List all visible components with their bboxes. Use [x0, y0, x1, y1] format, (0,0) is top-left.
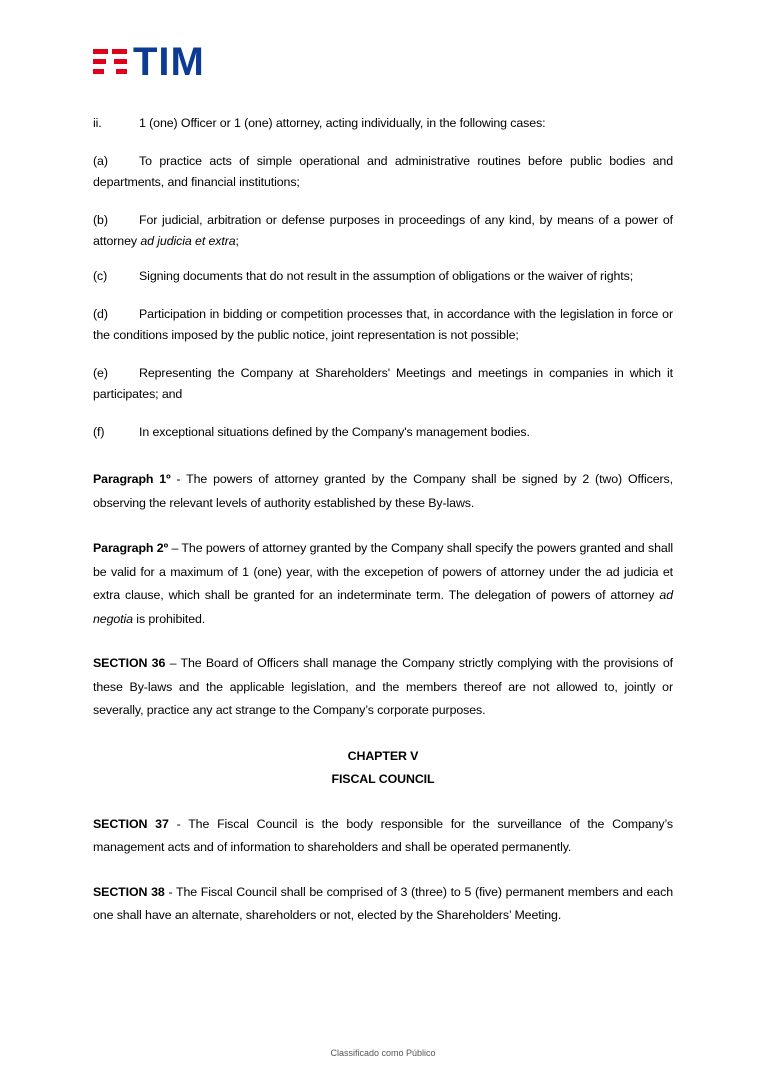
- paragraph-1-text: - The powers of attorney granted by the Company shall be signed by 2 (two) Officers, observing the relevant levels of authority established by these By-laws.: [93, 472, 673, 510]
- list-item-ii: [93, 113, 673, 134]
- list-item-d: [93, 304, 673, 346]
- list-item-label: ii.: [93, 116, 102, 130]
- chapter-heading: CHAPTER V: [347, 748, 419, 763]
- list-item-b: [93, 210, 673, 252]
- logo-text: TIM: [133, 40, 205, 84]
- paragraph-2-italic: ad negotia: [93, 588, 673, 626]
- list-item-a: [93, 151, 673, 193]
- paragraph-2-text: – The powers of attorney granted by the Company shall specify the powers granted and shall be valid for a maximum of 1 (one) year, with the excepetion of powers of attorney under the ad judicia et extra clause, which shall be granted for an indeterminate term. The delegation of powers of attorney: [93, 541, 673, 602]
- list-item-text: In exceptional situations defined by the Company's management bodies.: [139, 425, 530, 439]
- list-item-text: 1 (one) Officer or 1 (one) attorney, acting individually, in the following cases:: [139, 116, 546, 130]
- section-38: [93, 881, 673, 928]
- section-38-label: SECTION 38: [93, 884, 165, 899]
- list-item-text: To practice acts of simple operational and administrative routines before public bodies and departments, and financial institutions;: [93, 154, 673, 189]
- list-item-text: Representing the Company at Shareholders' Meetings and meetings in companies in which it participates; and: [93, 366, 673, 401]
- section-37-label: SECTION 37: [93, 816, 169, 831]
- tim-logo-mark-icon: [93, 47, 127, 77]
- paragraph-1: [93, 468, 673, 515]
- section-37: [93, 813, 673, 860]
- list-item-label: (a): [93, 154, 108, 168]
- chapter-title: FISCAL COUNCIL: [331, 771, 435, 786]
- list-item-label: (e): [93, 366, 108, 380]
- section-36-text: – The Board of Officers shall manage the Company strictly complying with the provisions of these By-laws and the applicable legislation, and the members thereof are not allowed to, jointly or severally, practice any act strange to the Company’s corporate purposes.: [93, 656, 673, 717]
- paragraph-2-label: Paragraph 2º: [93, 541, 169, 555]
- document-body: [93, 113, 673, 928]
- list-item-f: [93, 422, 673, 443]
- list-item-label: (c): [93, 269, 108, 283]
- paragraph-2: [93, 537, 673, 631]
- paragraph-2-text-end: is prohibited.: [132, 611, 206, 626]
- list-item-text-end: ;: [235, 234, 239, 248]
- list-item-italic: ad judicia et extra: [140, 234, 236, 248]
- paragraph-1-label: Paragraph 1º: [93, 472, 171, 486]
- list-item-label: (f): [93, 425, 105, 439]
- list-item-text: Participation in bidding or competition processes that, in accordance with the legislation in force or the conditions imposed by the public notice, joint representation is not possible;: [93, 307, 673, 342]
- section-36-label: SECTION 36: [93, 656, 166, 670]
- section-37-text: - The Fiscal Council is the body responsible for the surveillance of the Company’s management acts and of information to shareholders and shall be operated permanently.: [93, 816, 673, 854]
- section-36: [93, 652, 673, 723]
- list-item-text: Signing documents that do not result in the assumption of obligations or the waiver of rights;: [139, 269, 634, 283]
- section-38-text: - The Fiscal Council shall be comprised of 3 (three) to 5 (five) permanent members and each one shall have an alternate, shareholders or not, elected by the Shareholders’ Meeting.: [93, 884, 673, 922]
- list-item-label: (b): [93, 213, 108, 227]
- list-item-label: (d): [93, 307, 108, 321]
- tim-logo: [93, 40, 205, 84]
- list-item-e: [93, 363, 673, 405]
- classification-footer: Classificado como Público: [330, 1048, 436, 1058]
- list-item-text: For judicial, arbitration or defense purposes in proceedings of any kind, by means of a power of attorney: [93, 213, 673, 248]
- list-item-c: [93, 266, 673, 287]
